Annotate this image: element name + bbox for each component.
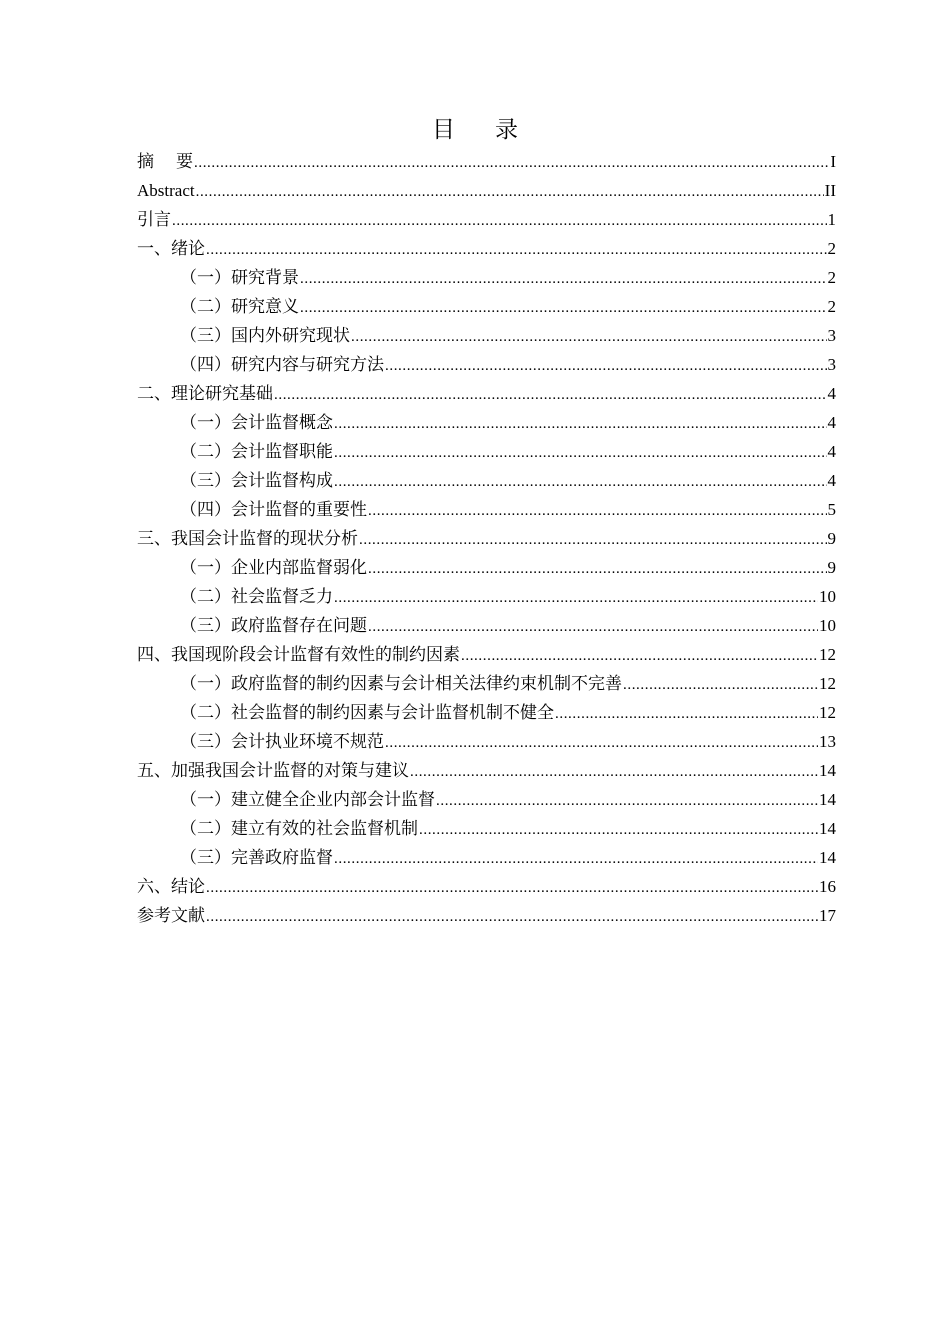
toc-entry[interactable]	[137, 727, 836, 756]
toc-page-number: 9	[827, 558, 836, 577]
toc-dot-leader	[623, 671, 818, 700]
toc-entry-label: （二）社会监督乏力	[180, 587, 333, 606]
toc-entry[interactable]	[137, 321, 836, 350]
toc-entry-label: Abstract	[137, 181, 195, 200]
toc-entry[interactable]	[137, 611, 836, 640]
toc-page-number: 4	[827, 384, 836, 403]
toc-entry-label: 五、加强我国会计监督的对策与建议	[137, 761, 409, 780]
toc-entry-label: 四、我国现阶段会计监督有效性的制约因素	[137, 645, 460, 664]
toc-dot-leader	[334, 468, 827, 497]
toc-entry-label: （三）会计监督构成	[180, 471, 333, 490]
toc-page-number: II	[824, 181, 836, 200]
toc-entry-label: （一）政府监督的制约因素与会计相关法律约束机制不完善	[180, 674, 622, 693]
toc-entry-label: 三、我国会计监督的现状分析	[137, 529, 358, 548]
toc-entry-label: 参考文献	[137, 906, 205, 925]
toc-entry-label: （一）建立健全企业内部会计监督	[180, 790, 435, 809]
toc-dot-leader	[461, 642, 818, 671]
toc-entry[interactable]	[137, 698, 836, 727]
toc-page-number: 2	[827, 297, 836, 316]
toc-entry[interactable]	[137, 350, 836, 379]
toc-entry[interactable]	[137, 843, 836, 872]
toc-entry-label: （二）研究意义	[180, 297, 299, 316]
toc-entry[interactable]	[137, 582, 836, 611]
toc-dot-leader	[274, 381, 827, 410]
toc-entry-label: （四）会计监督的重要性	[180, 500, 367, 519]
toc-entry[interactable]	[137, 466, 836, 495]
toc-dot-leader	[351, 323, 827, 352]
toc-entry-label: 摘要	[137, 152, 215, 171]
toc-page-number: 14	[819, 790, 836, 809]
toc-entry-label: （一）会计监督概念	[180, 413, 333, 432]
toc-entry[interactable]	[137, 872, 836, 901]
toc-dot-leader	[334, 439, 827, 468]
toc-page-number: 3	[827, 326, 836, 345]
toc-page-number: 14	[819, 848, 836, 867]
toc-dot-leader	[334, 845, 818, 874]
toc-dot-leader	[555, 700, 818, 729]
toc-dot-leader	[368, 555, 827, 584]
toc-entry-label: （四）研究内容与研究方法	[180, 355, 384, 374]
toc-entry-label: （三）完善政府监督	[180, 848, 333, 867]
toc-page-number: I	[830, 152, 836, 171]
toc-page-number: 14	[819, 819, 836, 838]
toc-page-number: 14	[819, 761, 836, 780]
toc-page-number: 17	[819, 906, 836, 925]
toc-entry[interactable]	[137, 292, 836, 321]
toc-entry[interactable]	[137, 147, 836, 176]
toc-dot-leader	[368, 613, 818, 642]
toc-page-number: 4	[827, 442, 836, 461]
toc-entry[interactable]	[137, 640, 836, 669]
toc-page-number: 1	[827, 210, 836, 229]
table-of-contents	[137, 147, 836, 930]
toc-title-char-1: 目	[432, 117, 455, 142]
toc-entry[interactable]	[137, 263, 836, 292]
toc-entry-label: （三）会计执业环境不规范	[180, 732, 384, 751]
toc-page-number: 3	[827, 355, 836, 374]
toc-dot-leader	[206, 903, 818, 932]
toc-entry[interactable]	[137, 437, 836, 466]
toc-entry-label: 一、绪论	[137, 239, 205, 258]
toc-dot-leader	[359, 526, 827, 555]
toc-entry[interactable]	[137, 176, 836, 205]
toc-dot-leader	[385, 729, 818, 758]
toc-entry-label: （三）政府监督存在问题	[180, 616, 367, 635]
toc-entry[interactable]	[137, 205, 836, 234]
toc-entry-label: （一）研究背景	[180, 268, 299, 287]
toc-entry-label: （一）企业内部监督弱化	[180, 558, 367, 577]
toc-dot-leader	[206, 874, 818, 903]
toc-entry[interactable]	[137, 495, 836, 524]
toc-page-number: 4	[827, 471, 836, 490]
toc-dot-leader	[334, 410, 827, 439]
toc-entry[interactable]	[137, 553, 836, 582]
toc-title	[0, 114, 950, 146]
toc-dot-leader	[172, 207, 827, 236]
toc-entry-label: （二）会计监督职能	[180, 442, 333, 461]
toc-entry[interactable]	[137, 234, 836, 263]
toc-page-number: 2	[827, 268, 836, 287]
toc-page-number: 13	[819, 732, 836, 751]
toc-entry-label: （三）国内外研究现状	[180, 326, 350, 345]
toc-entry-label: （二）社会监督的制约因素与会计监督机制不健全	[180, 703, 554, 722]
toc-entry[interactable]	[137, 814, 836, 843]
toc-dot-leader	[410, 758, 818, 787]
toc-dot-leader	[334, 584, 818, 613]
toc-entry-label: 六、结论	[137, 877, 205, 896]
toc-dot-leader	[196, 178, 824, 207]
toc-dot-leader	[300, 265, 827, 294]
toc-page-number: 4	[827, 413, 836, 432]
toc-page-number: 12	[819, 703, 836, 722]
toc-dot-leader	[419, 816, 818, 845]
toc-dot-leader	[206, 236, 827, 265]
toc-page-number: 9	[827, 529, 836, 548]
toc-dot-leader	[194, 149, 829, 178]
toc-page-number: 12	[819, 674, 836, 693]
toc-entry-label: （二）建立有效的社会监督机制	[180, 819, 418, 838]
toc-page-number: 16	[819, 877, 836, 896]
toc-page-number: 2	[827, 239, 836, 258]
toc-entry[interactable]	[137, 785, 836, 814]
toc-dot-leader	[385, 352, 827, 381]
toc-dot-leader	[300, 294, 827, 323]
toc-page-number: 12	[819, 645, 836, 664]
toc-page-number: 10	[819, 616, 836, 635]
toc-entry[interactable]	[137, 408, 836, 437]
toc-entry[interactable]	[137, 901, 836, 930]
toc-entry[interactable]	[137, 379, 836, 408]
toc-dot-leader	[436, 787, 818, 816]
toc-page-number: 10	[819, 587, 836, 606]
toc-entry-label: 二、理论研究基础	[137, 384, 273, 403]
toc-page-number: 5	[827, 500, 836, 519]
toc-entry[interactable]	[137, 756, 836, 785]
toc-entry[interactable]	[137, 524, 836, 553]
toc-entry-label: 引言	[137, 210, 171, 229]
toc-dot-leader	[368, 497, 827, 526]
toc-entry[interactable]	[137, 669, 836, 698]
toc-title-char-2: 录	[495, 117, 518, 142]
